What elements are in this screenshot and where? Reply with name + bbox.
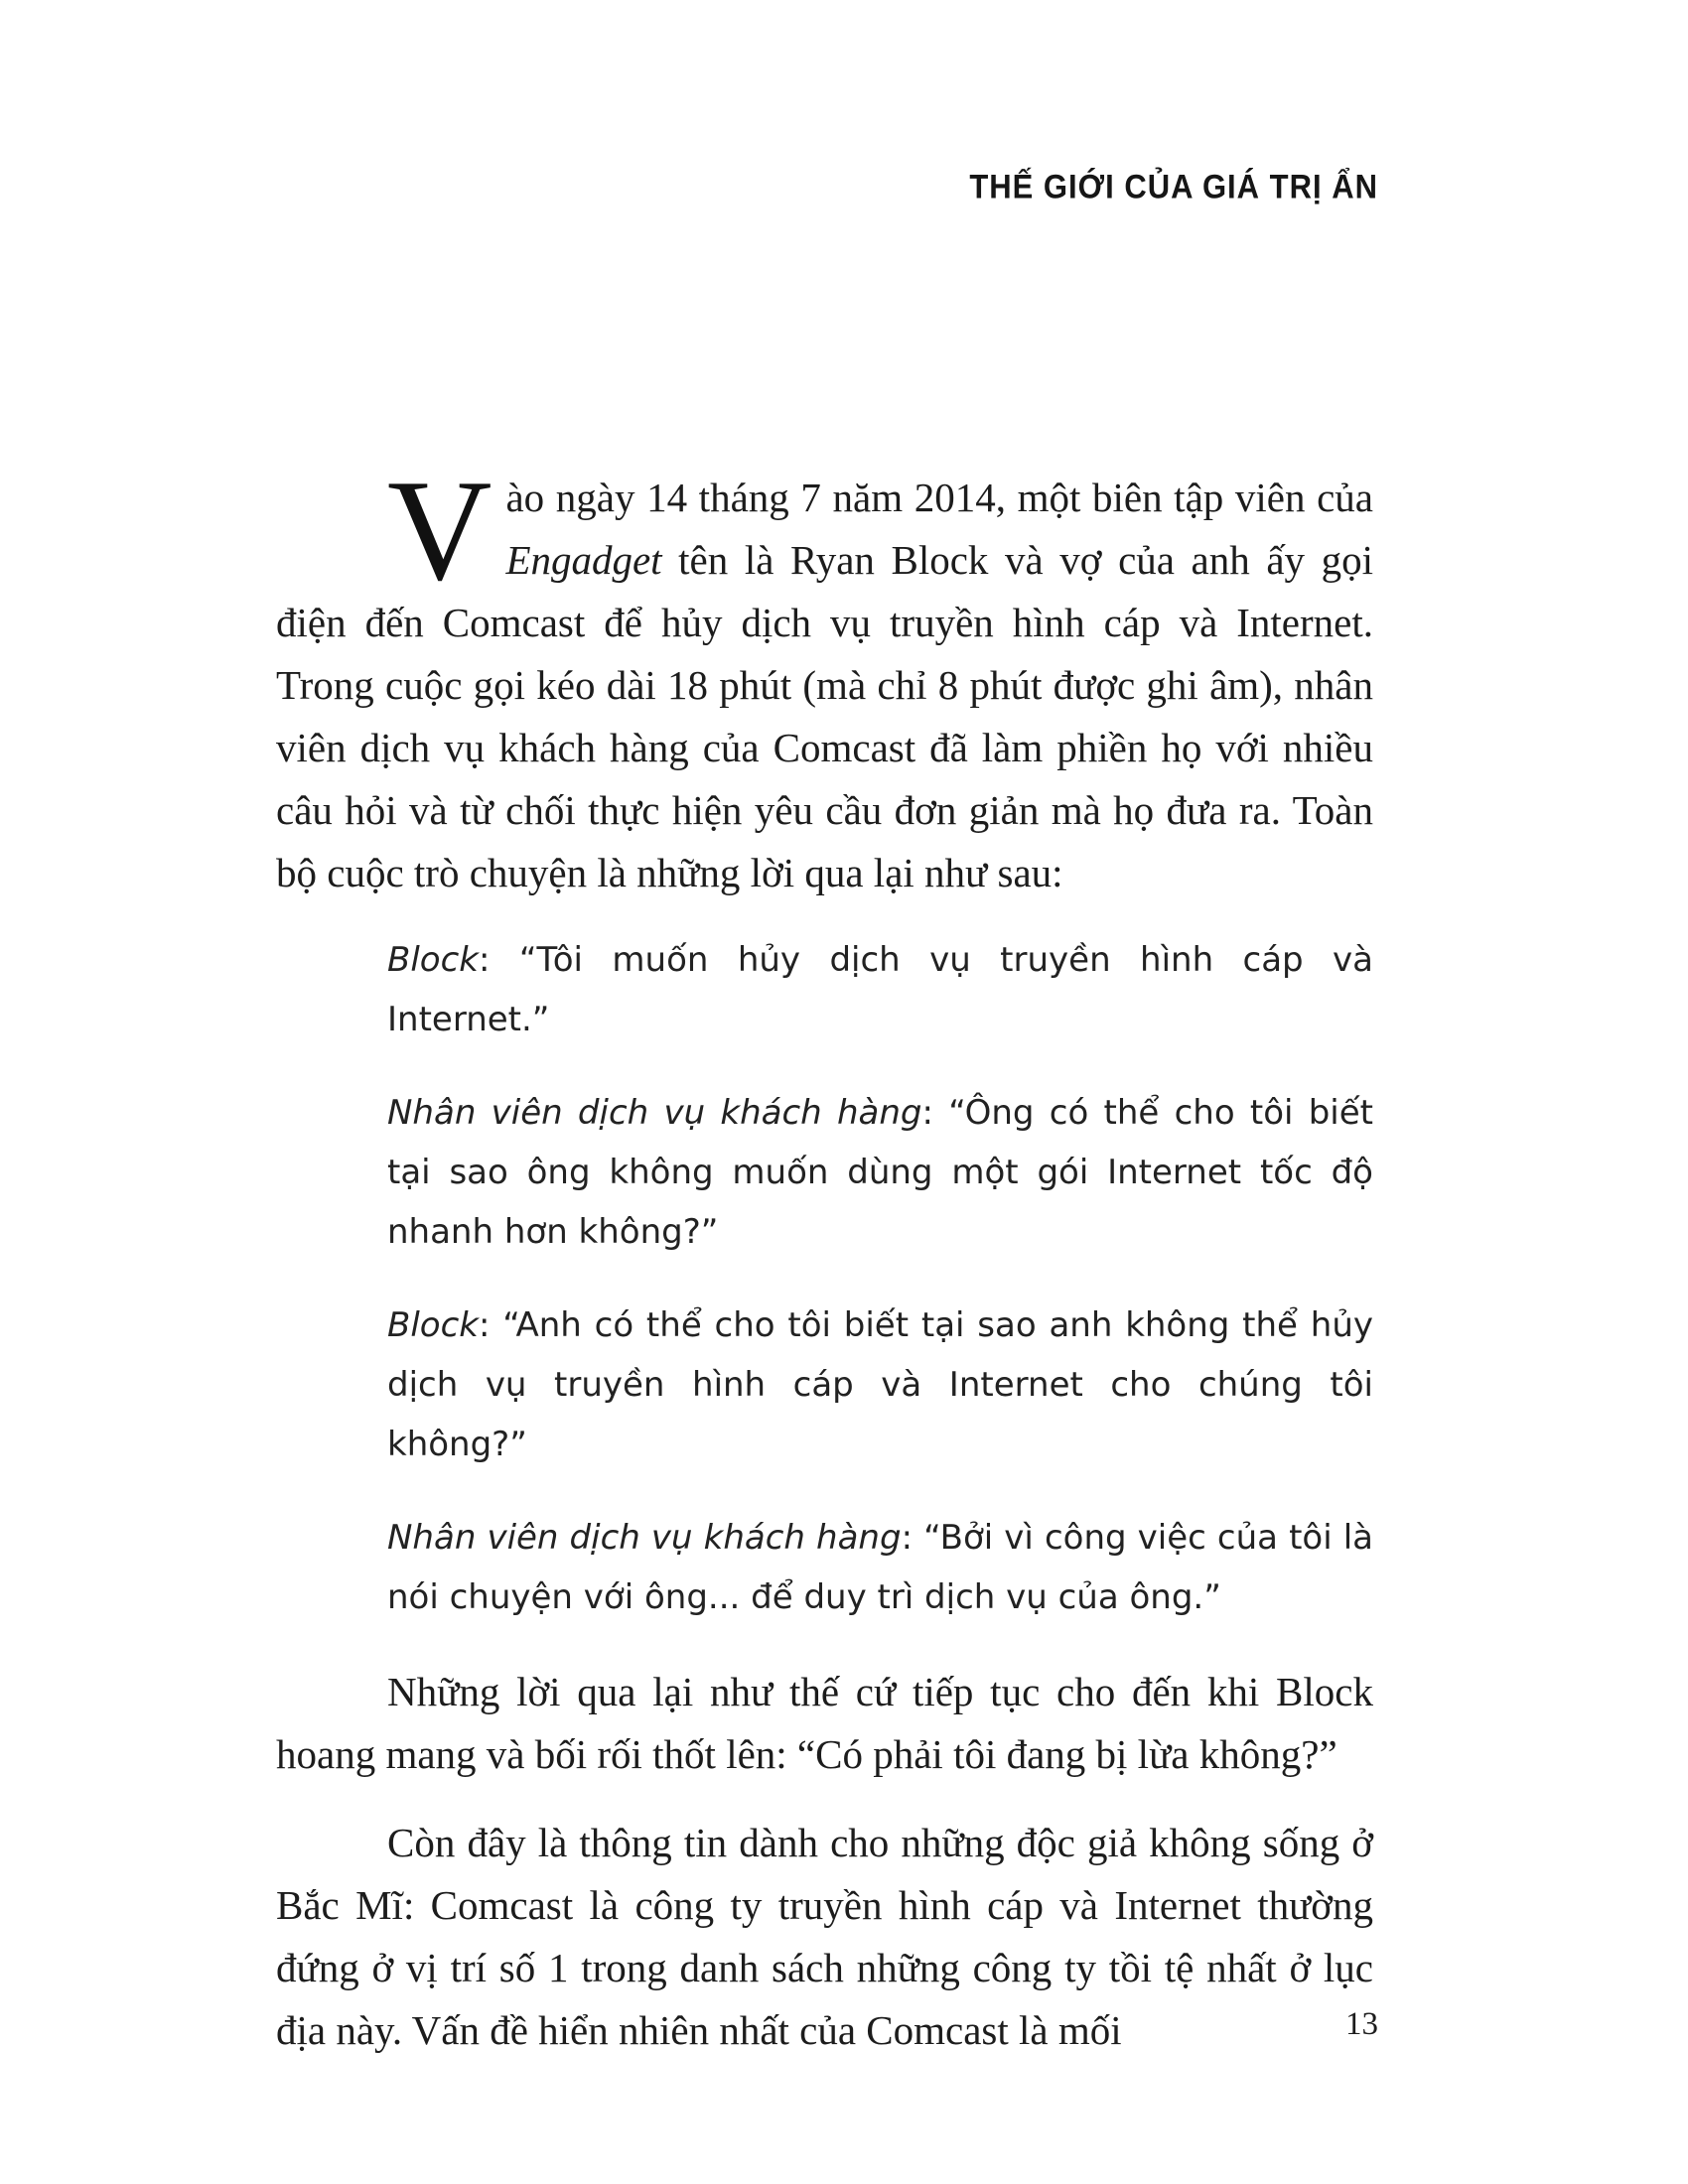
dialogue-text: : “Tôi muốn hủy dịch vụ truyền hình cáp và Internet.” xyxy=(387,940,1373,1039)
paragraph: Những lời qua lại như thế cứ tiếp tục cho đến khi Block hoang mang và bối rối thốt lên: “Có phải tôi đang bị lừa không?” xyxy=(276,1669,1373,1777)
dialogue-line xyxy=(387,1296,1373,1474)
body-paragraphs xyxy=(276,1661,1373,2062)
dialogue-speaker: Nhân viên dịch vụ khách hàng xyxy=(387,1518,902,1558)
dialogue-block xyxy=(276,930,1373,1627)
dialogue-text: : “Anh có thể cho tôi biết tại sao anh không thể hủy dịch vụ truyền hình cáp và Internet cho chúng tôi không?” xyxy=(387,1305,1373,1464)
opening-paragraph xyxy=(276,450,1373,904)
dialogue-text: : “Ông có thể cho tôi biết tại sao ông không muốn dùng một gói Internet tốc độ nhanh hơn không?” xyxy=(387,1093,1373,1252)
dialogue-line xyxy=(387,930,1373,1049)
page-content xyxy=(276,450,1373,2088)
paragraph: Còn đây là thông tin dành cho những độc giả không sống ở Bắc Mĩ: Comcast là công ty truyền hình cáp và Internet thường đứng ở vị trí số 1 trong danh sách những công ty tồi tệ nhất ở lục địa này. Vấn đề hiển nhiên nhất của Comcast là mối xyxy=(276,1820,1373,2053)
paragraph-text: ào ngày 14 tháng 7 năm 2014, một biên tập viên của xyxy=(505,475,1373,520)
dialogue-speaker: Block xyxy=(387,940,479,980)
running-header: THẾ GIỚI CỦA GIÁ TRỊ ẨN xyxy=(969,167,1378,206)
dialogue-text: : “Bởi vì công việc của tôi là nói chuyện với ông... để duy trì dịch vụ của ông.” xyxy=(387,1518,1373,1617)
dialogue-line xyxy=(387,1508,1373,1627)
dropcap-letter: V xyxy=(387,450,492,611)
paragraph-text: tên là Ryan Block và vợ của anh ấy gọi điện đến Comcast để hủy dịch vụ truyền hình cáp và Internet. Trong cuộc gọi kéo dài 18 phút (mà chỉ 8 phút được ghi âm), nhân viên dịch vụ khách hàng của Comcast đã làm phiền họ với nhiều câu hỏi và từ chối thực hiện yêu cầu đơn giản mà họ đưa ra. Toàn bộ cuộc trò chuyện là những lời qua lại như sau: xyxy=(276,537,1373,895)
publication-name: Engadget xyxy=(505,537,662,583)
page-number: 13 xyxy=(1345,2006,1378,2042)
dialogue-speaker: Block xyxy=(387,1305,479,1345)
dialogue-line xyxy=(387,1083,1373,1262)
dialogue-speaker: Nhân viên dịch vụ khách hàng xyxy=(387,1093,922,1133)
